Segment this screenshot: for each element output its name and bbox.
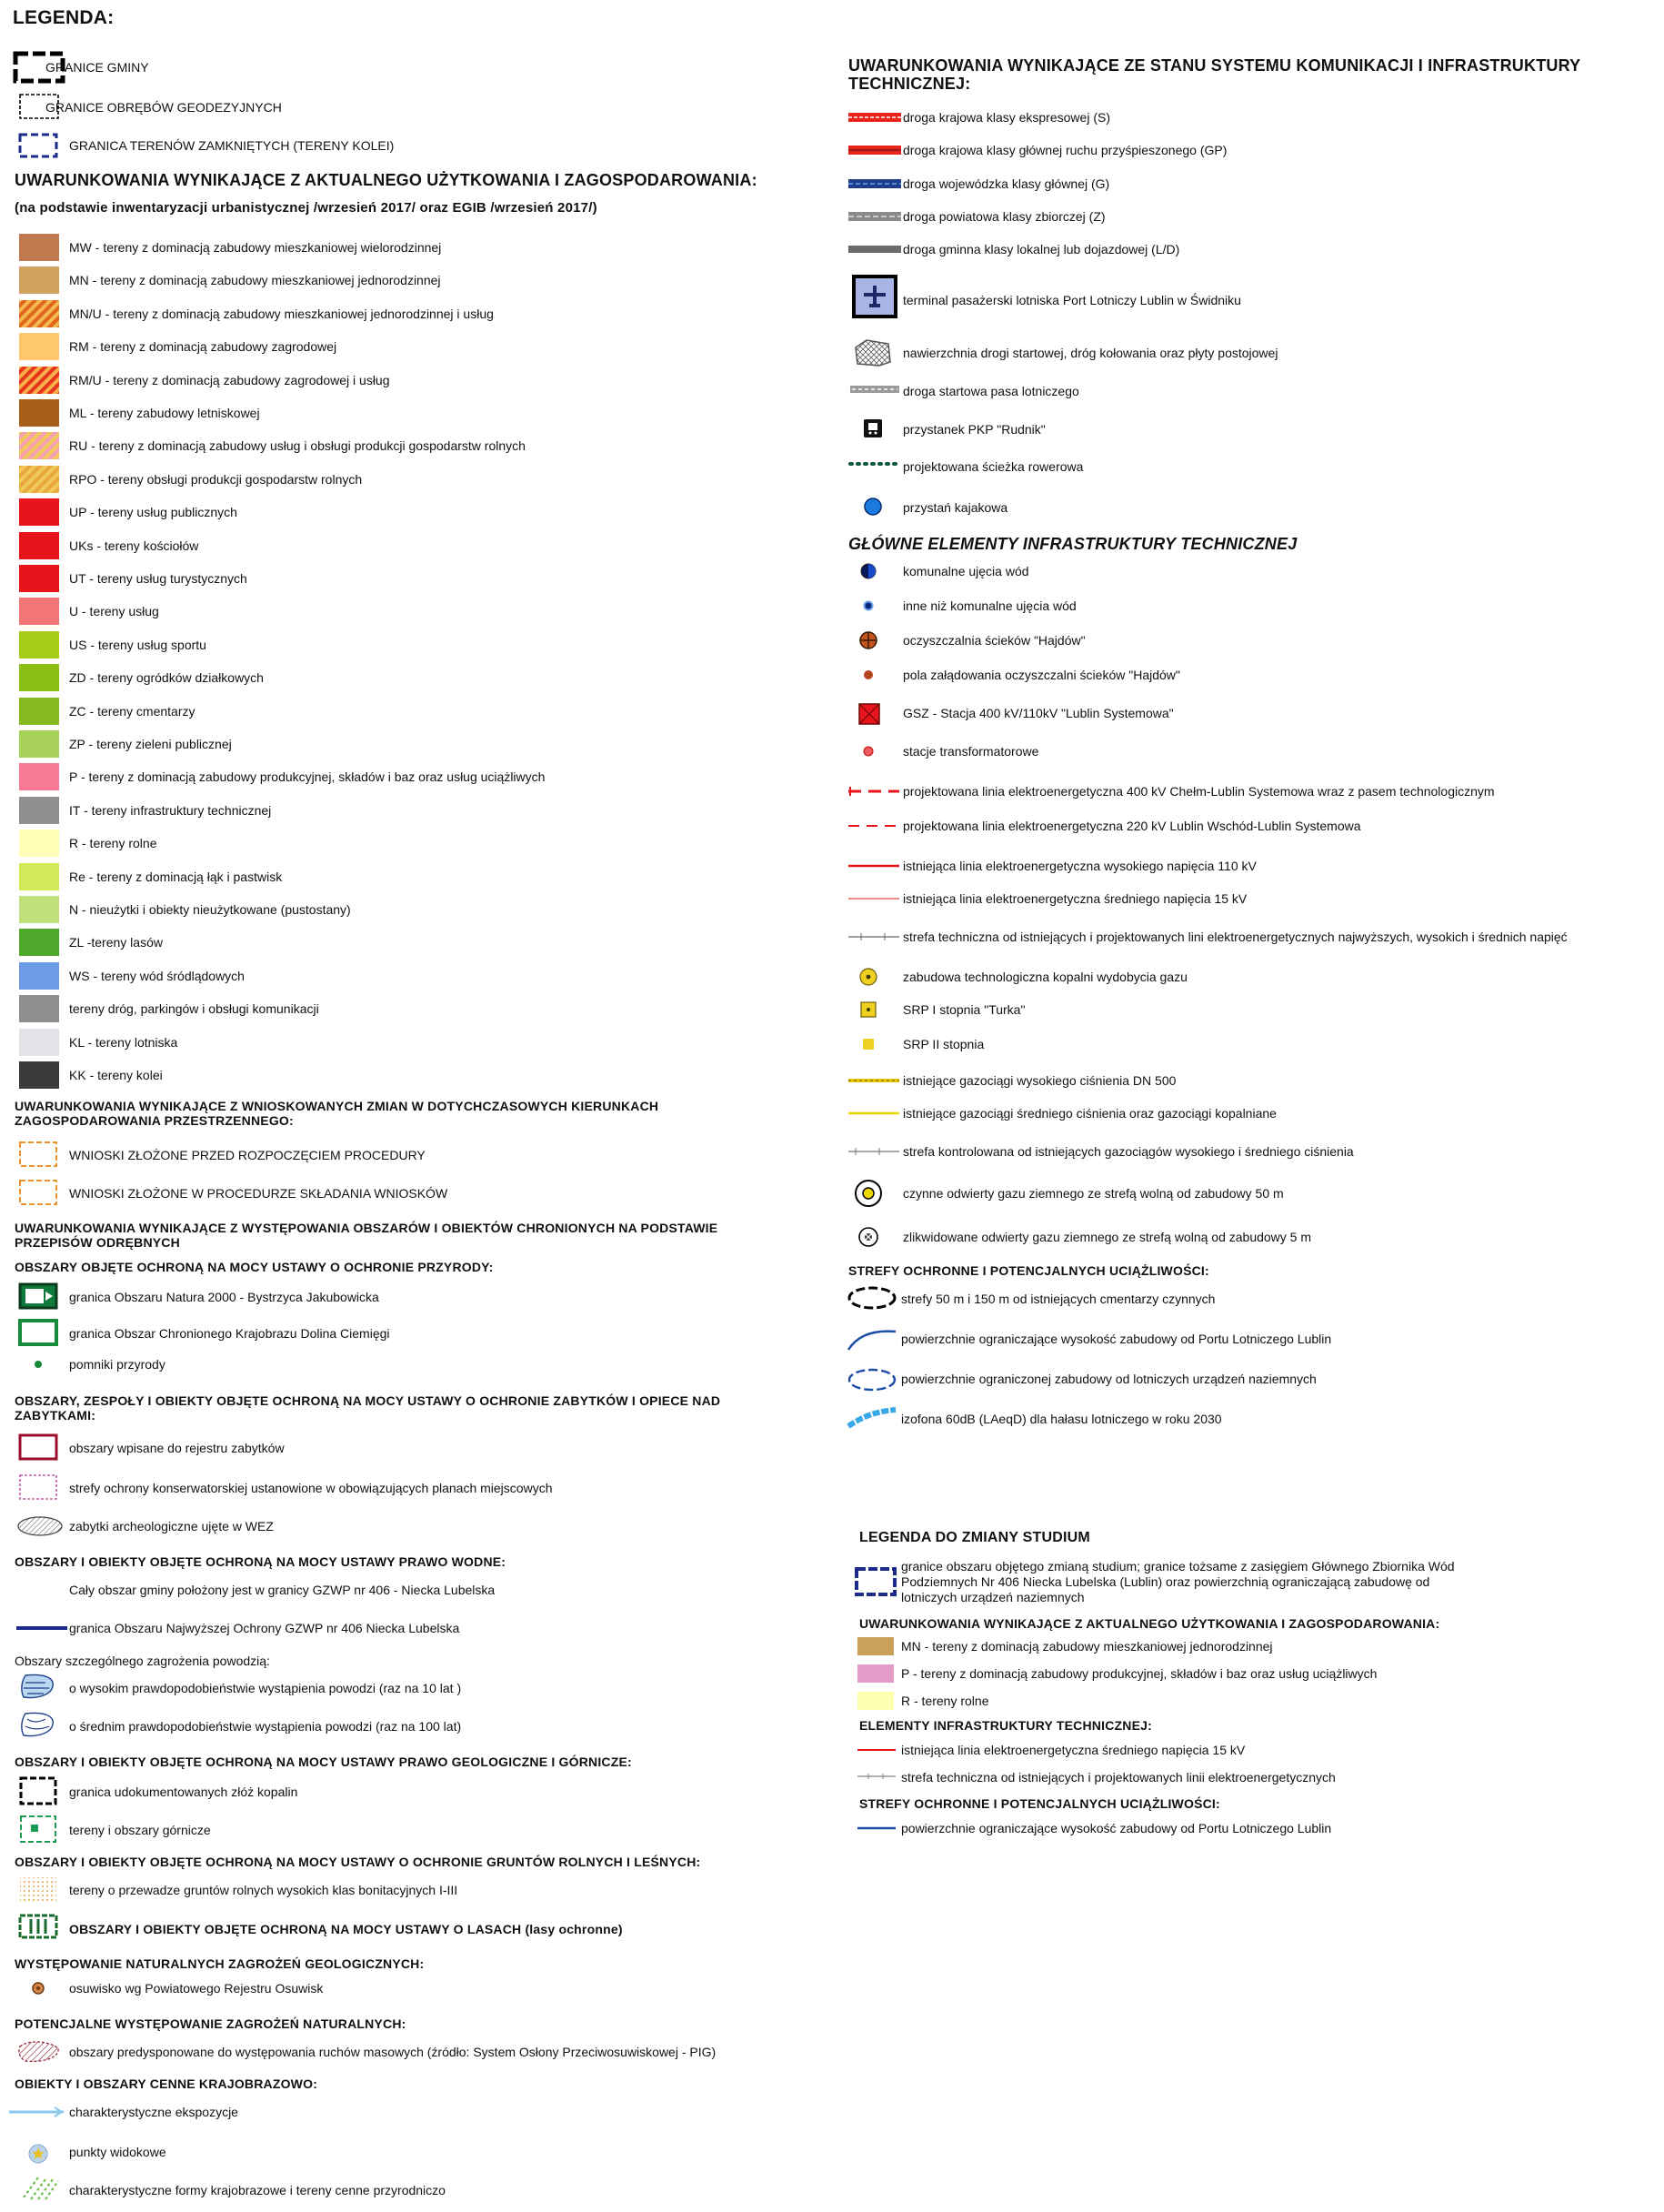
infrastructure-label: stacje transformatorowe bbox=[903, 744, 1039, 759]
land-use-label: ZL -tereny lasów bbox=[69, 935, 163, 950]
water-intake-icon bbox=[848, 562, 901, 582]
infrastructure-label: projektowana linia elektroenergetyczna 400 kV Chełm-Lublin Systemowa wraz z pasem technologicznym bbox=[903, 784, 1495, 799]
zone-label: powierzchnie ograniczające wysokość zabudowy od Portu Lotniczego Lublin bbox=[901, 1332, 1332, 1346]
protected-heading: UWARUNKOWANIA WYNIKAJĄCE Z WYSTĘPOWANIA OBSZARÓW I OBIEKTÓW CHRONIONYCH NA PODSTAWIE PRZEPISÓW ODRĘBNYCH bbox=[15, 1221, 718, 1250]
water-heading: OBSZARY I OBIEKTY OBJĘTE OCHRONĄ NA MOCY USTAWY PRAWO WODNE: bbox=[15, 1554, 506, 1569]
land-use-label: MN/U - tereny z dominacją zabudowy mieszkaniowej jednorodzinnej i usług bbox=[69, 306, 494, 321]
infrastructure-label: pola załądowania oczyszczalni ścieków "Hajdów" bbox=[903, 668, 1180, 682]
mining-area-icon bbox=[18, 1814, 58, 1845]
land-use-label: ZP - tereny zieleni publicznej bbox=[69, 737, 232, 751]
change-use-swatch bbox=[857, 1637, 894, 1655]
land-use-label: RPO - tereny obsługi produkcji gospodarstw rolnych bbox=[69, 471, 363, 487]
archaeological-site-icon bbox=[16, 1515, 64, 1537]
transport-label: droga powiatowa klasy zbiorczej (Z) bbox=[903, 209, 1106, 224]
infrastructure-label: komunalne ujęcia wód bbox=[903, 564, 1029, 578]
land-use-swatch bbox=[18, 729, 60, 759]
flood-label: o średnim prawdopodobieństwie wystąpienia powodzi (raz na 100 lat) bbox=[69, 1719, 462, 1734]
expressway-line-icon bbox=[848, 113, 901, 122]
change-use-label: P - tereny z dominacją zabudowy produkcyjnej, składów i baz oraz usług uciążliwych bbox=[901, 1666, 1378, 1681]
runway-surface-icon bbox=[852, 338, 892, 367]
requests-heading: UWARUNKOWANIA WYNIKAJĄCE Z WNIOSKOWANYCH ZMIAN W DOTYCHCZASOWYCH KIERUNKACH ZAGOSPODAROWANIA PRZESTRZENNEGO: bbox=[15, 1099, 659, 1128]
transport-heading: UWARUNKOWANIA WYNIKAJĄCE ZE STANU SYSTEMU KOMUNIKACJI I INFRASTRUKTURY TECHNICZNEJ: bbox=[848, 56, 1581, 93]
flood-label: o wysokim prawdopodobieństwie wystąpienia powodzi (raz na 10 lat ) bbox=[69, 1681, 462, 1695]
soil-label: tereny o przewadze gruntów rolnych wysokich klas bonitacyjnych I-III bbox=[69, 1883, 458, 1897]
land-use-swatch bbox=[18, 531, 60, 560]
land-use-label: RM - tereny z dominacją zabudowy zagrodowej bbox=[69, 339, 337, 355]
monument-label: obszary wpisane do rejestru zabytków bbox=[69, 1441, 285, 1455]
limited-building-icon bbox=[847, 1366, 897, 1393]
geology-label: tereny i obszary górnicze bbox=[69, 1823, 211, 1837]
infrastructure-heading: GŁÓWNE ELEMENTY INFRASTRUKTURY TECHNICZNEJ bbox=[848, 535, 1298, 553]
power-line-15kv-icon bbox=[848, 890, 901, 910]
monument-label: strefy ochrony konserwatorskiej ustanowione w obowiązujących planach miejscowych bbox=[69, 1481, 553, 1495]
deposit-boundary-icon bbox=[18, 1775, 58, 1806]
transport-label: droga wojewódzka klasy głównej (G) bbox=[903, 176, 1110, 191]
change-zones-heading: STREFY OCHRONNE I POTENCJALNYCH UCIĄŻLIWOŚCI: bbox=[859, 1796, 1220, 1811]
bicycle-path-icon bbox=[848, 460, 901, 468]
land-use-subheading: (na podstawie inwentaryzacji urbanistycznej /wrzesień 2017/ oraz EGIB /wrzesień 2017/) bbox=[15, 200, 597, 216]
natura-2000-icon bbox=[18, 1282, 58, 1310]
land-use-swatch bbox=[18, 398, 60, 427]
infrastructure-label: SRP II stopnia bbox=[903, 1037, 985, 1051]
transport-label: przystań kajakowa bbox=[903, 500, 1008, 515]
infrastructure-label: strefa techniczna od istniejących i projektowanych lini elektroenergetycznych najwyższych, wysokich i średnich napięć bbox=[903, 930, 1568, 944]
land-use-swatch bbox=[18, 762, 60, 791]
land-use-label: Re - tereny z dominacją łąk i pastwisk bbox=[69, 869, 283, 884]
nature-label: granica Obszaru Natura 2000 - Bystrzyca Jakubowicka bbox=[69, 1290, 379, 1304]
airport-terminal-icon bbox=[852, 275, 897, 318]
transport-label: terminal pasażerski lotniska Port Lotniczy Lublin w Świdniku bbox=[903, 293, 1241, 307]
closed-area-boundary-icon bbox=[18, 133, 58, 158]
land-use-label: WS - tereny wód śródlądowych bbox=[69, 968, 245, 983]
planned-400kv-line-icon bbox=[848, 782, 901, 802]
landscape-heading: OBIEKTY I OBSZARY CENNE KRAJOBRAZOWO: bbox=[15, 2076, 318, 2091]
land-use-swatch bbox=[18, 233, 60, 262]
infrastructure-label: istniejąca linia elektroenergetyczna średniego napięcia 15 kV bbox=[903, 891, 1248, 906]
transport-label: droga krajowa klasy głównej ruchu przyśpieszonego (GP) bbox=[903, 143, 1228, 157]
infrastructure-label: istniejące gazociągi wysokiego ciśnienia DN 500 bbox=[903, 1073, 1177, 1088]
landslide-icon bbox=[31, 1981, 45, 1996]
land-use-label: IT - tereny infrastruktury technicznej bbox=[69, 802, 272, 818]
land-use-swatch bbox=[18, 862, 60, 891]
land-use-label: U - tereny usług bbox=[69, 604, 159, 619]
infrastructure-label: GSZ - Stacja 400 kV/110kV "Lublin Systemowa" bbox=[903, 706, 1174, 720]
transport-label: droga gminna klasy lokalnej lub dojazdowej (L/D) bbox=[903, 242, 1180, 256]
land-use-heading: UWARUNKOWANIA WYNIKAJĄCE Z AKTUALNEGO UŻYTKOWANIA I ZAGOSPODAROWANIA: bbox=[15, 171, 757, 189]
gas-pipeline-medium-icon bbox=[848, 1104, 901, 1124]
municipal-road-line-icon bbox=[848, 246, 901, 253]
change-area-label: granice obszaru objętego zmianą studium; granice tożsame z zasięgiem Głównego Zbiornika Wód bbox=[901, 1559, 1455, 1574]
land-use-swatch bbox=[18, 994, 60, 1023]
soil-heading: OBSZARY I OBIEKTY OBJĘTE OCHRONĄ NA MOCY USTAWY O OCHRONIE GRUNTÓW ROLNYCH I LEŚNYCH: bbox=[15, 1855, 701, 1869]
land-use-swatch bbox=[18, 498, 60, 527]
planned-220kv-line-icon bbox=[848, 817, 901, 837]
land-use-swatch bbox=[18, 961, 60, 990]
gas-pipeline-dn500-icon bbox=[848, 1071, 901, 1091]
change-area-label: Podziemnych Nr 406 Niecka Lubelska (Lublin) oraz powierzchnią ograniczającą zabudowę od bbox=[901, 1574, 1430, 1589]
transport-label: przystanek PKP "Rudnik" bbox=[903, 422, 1046, 437]
land-use-swatch bbox=[18, 465, 60, 494]
infrastructure-label: oczyszczalnia ścieków "Hajdów" bbox=[903, 633, 1086, 648]
land-use-swatch bbox=[18, 299, 60, 328]
land-use-swatch bbox=[18, 829, 60, 858]
request-before-procedure-icon bbox=[18, 1141, 58, 1168]
water-label: granica Obszaru Najwyższej Ochrony GZWP nr 406 Niecka Lubelska bbox=[69, 1621, 460, 1635]
monument-label: zabytki archeologiczne ujęte w WEZ bbox=[69, 1519, 274, 1533]
power-line-110kv-icon bbox=[848, 857, 901, 877]
change-use-heading: UWARUNKOWANIA WYNIKAJĄCE Z AKTUALNEGO UŻYTKOWANIA I ZAGOSPODAROWANIA: bbox=[859, 1616, 1440, 1631]
monuments-heading: OBSZARY, ZESPOŁY I OBIEKTY OBJĘTE OCHRONĄ NA MOCY USTAWY O OCHRONIE ZABYTKÓW I OPIECE NAD ZABYTKAMI: bbox=[15, 1393, 721, 1423]
change-use-label: MN - tereny z dominacją zabudowy mieszkaniowej jednorodzinnej bbox=[901, 1639, 1273, 1654]
power-zone-line-icon bbox=[848, 928, 901, 948]
transport-label: projektowana ścieżka rowerowa bbox=[903, 459, 1084, 474]
change-infra-label: istniejąca linia elektroenergetyczna średniego napięcia 15 kV bbox=[901, 1743, 1246, 1757]
transport-label: droga startowa pasa lotniczego bbox=[903, 384, 1079, 398]
land-use-swatch bbox=[18, 663, 60, 692]
infrastructure-label: istniejące gazociągi średniego ciśnienia oraz gazociągi kopalniane bbox=[903, 1106, 1277, 1121]
infrastructure-label: czynne odwierty gazu ziemnego ze strefą wolną od zabudowy 50 m bbox=[903, 1186, 1284, 1201]
land-use-label: US - tereny usług sportu bbox=[69, 637, 206, 652]
conservation-zone-icon bbox=[18, 1473, 58, 1501]
sewage-field-icon bbox=[848, 666, 901, 686]
gas-mine-icon bbox=[848, 968, 901, 988]
other-water-intake-icon bbox=[848, 597, 901, 617]
land-use-swatch bbox=[18, 1028, 60, 1057]
landscape-label: charakterystyczne ekspozycje bbox=[69, 2105, 238, 2119]
nature-heading: OBSZARY OBJĘTE OCHRONĄ NA MOCY USTAWY O OCHRONIE PRZYRODY: bbox=[15, 1260, 494, 1274]
land-use-swatch bbox=[18, 366, 60, 395]
forest-heading: OBSZARY I OBIEKTY OBJĘTE OCHRONĄ NA MOCY USTAWY O LASACH (lasy ochronne) bbox=[69, 1922, 623, 1936]
zone-label: strefy 50 m i 150 m od istniejących cmentarzy czynnych bbox=[901, 1292, 1216, 1306]
potential-hazard-label: obszary predysponowane do występowania ruchów masowych (źródło: System Osłony Przeciwosuwiskowej - PIG) bbox=[69, 2045, 717, 2059]
land-use-swatch bbox=[18, 1061, 60, 1090]
power-station-icon bbox=[848, 704, 901, 724]
change-use-label: R - tereny rolne bbox=[901, 1694, 989, 1708]
nature-label: granica Obszar Chronionego Krajobrazu Dolina Ciemięgi bbox=[69, 1326, 390, 1341]
land-use-label: N - nieużytki i obiekty nieużytkowane (pustostany) bbox=[69, 902, 351, 917]
land-use-label: UKs - tereny kościołów bbox=[69, 538, 199, 553]
boundary-label: GRANICE GMINY bbox=[45, 60, 149, 75]
gas-zone-line-icon bbox=[848, 1142, 901, 1162]
land-use-swatch bbox=[18, 928, 60, 957]
landscape-label: charakterystyczne formy krajobrazowe i tereny cenne przyrodniczo bbox=[69, 2183, 446, 2197]
protective-forest-icon bbox=[18, 1912, 58, 1939]
active-gas-well-icon bbox=[848, 1184, 901, 1204]
valuable-landform-icon bbox=[20, 2174, 60, 2201]
national-road-line-icon bbox=[848, 146, 901, 155]
flood-label: Obszary szczególnego zagrożenia powodzią: bbox=[15, 1654, 270, 1668]
land-use-swatch bbox=[18, 630, 60, 659]
geology-heading: OBSZARY I OBIEKTY OBJĘTE OCHRONĄ NA MOCY USTAWY PRAWO GEOLOGICZNE I GÓRNICZE: bbox=[15, 1755, 632, 1769]
closed-gas-well-icon bbox=[848, 1228, 901, 1248]
mass-movement-icon bbox=[16, 2037, 62, 2065]
land-use-label: UP - tereny usług publicznych bbox=[69, 505, 237, 520]
land-use-label: RU - tereny z dominacją zabudowy usług i obsługi produkcji gospodarstw rolnych bbox=[69, 438, 526, 454]
gas-station-2-icon bbox=[848, 1035, 901, 1055]
height-limit-icon bbox=[847, 1328, 897, 1352]
infrastructure-label: zabudowa technologiczna kopalni wydobycia gazu bbox=[903, 970, 1188, 984]
noise-isophone-icon bbox=[847, 1406, 897, 1430]
change-height-limit-icon bbox=[857, 1826, 896, 1830]
flood-medium-risk-icon bbox=[18, 1710, 58, 1741]
land-use-swatch bbox=[18, 697, 60, 726]
land-use-label: ZC - tereny cmentarzy bbox=[69, 703, 195, 719]
land-use-label: ML - tereny zabudowy letniskowej bbox=[69, 406, 260, 420]
change-use-swatch bbox=[857, 1664, 894, 1683]
hazard-label: osuwisko wg Powiatowego Rejestru Osuwisk bbox=[69, 1981, 324, 1996]
change-zone-label: powierzchnie ograniczające wysokość zabudowy od Portu Lotniczego Lublin bbox=[901, 1821, 1332, 1835]
gzwp-boundary-icon bbox=[16, 1624, 67, 1632]
infrastructure-label: zlikwidowane odwierty gazu ziemnego ze strefą wolną od zabudowy 5 m bbox=[903, 1230, 1312, 1244]
nature-label: pomniki przyrody bbox=[69, 1357, 165, 1372]
change-power-zone-icon bbox=[857, 1774, 896, 1779]
infrastructure-label: inne niż komunalne ujęcia wód bbox=[903, 598, 1077, 613]
transport-label: droga krajowa klasy ekspresowej (S) bbox=[903, 110, 1110, 125]
land-use-label: tereny dróg, parkingów i obsługi komunikacji bbox=[69, 1001, 319, 1017]
change-heading: LEGENDA DO ZMIANY STUDIUM bbox=[859, 1530, 1090, 1545]
change-use-swatch bbox=[857, 1692, 894, 1710]
land-use-label: UT - tereny usług turystycznych bbox=[69, 571, 247, 586]
land-use-label: MN - tereny z dominacją zabudowy mieszkaniowej jednorodzinnej bbox=[69, 273, 441, 288]
land-use-label: KL - tereny lotniska bbox=[69, 1034, 178, 1050]
characteristic-exposure-icon bbox=[9, 2106, 64, 2117]
transport-label: nawierzchnia drogi startowej, dróg kołowania oraz płyty postojowej bbox=[903, 346, 1278, 360]
land-use-swatch bbox=[18, 332, 60, 361]
infrastructure-label: SRP I stopnia "Turka" bbox=[903, 1002, 1026, 1017]
land-use-label: ZD - tereny ogródków działkowych bbox=[69, 670, 264, 686]
land-use-swatch bbox=[18, 431, 60, 460]
land-use-label: P - tereny z dominacją zabudowy produkcyjnej, składów i baz oraz usług uciążliwych bbox=[69, 769, 546, 785]
change-area-label: lotniczych urządzeń naziemnych bbox=[901, 1590, 1085, 1604]
viewpoint-icon bbox=[27, 2143, 49, 2165]
nature-monument-icon bbox=[33, 1359, 44, 1370]
gas-station-1-icon bbox=[848, 1000, 901, 1021]
change-15kv-line-icon bbox=[857, 1748, 896, 1752]
voivodeship-road-line-icon bbox=[848, 179, 901, 188]
change-infra-label: strefa techniczna od istniejących i projektowanych linii elektroenergetycznych bbox=[901, 1770, 1336, 1785]
county-road-line-icon bbox=[848, 212, 901, 221]
land-use-label: MW - tereny z dominacją zabudowy mieszkaniowej wielorodzinnej bbox=[69, 240, 442, 255]
land-use-label: KK - tereny kolei bbox=[69, 1068, 163, 1082]
geology-label: granica udokumentowanych złóż kopalin bbox=[69, 1785, 298, 1799]
registered-monument-area-icon bbox=[18, 1433, 58, 1461]
land-use-swatch bbox=[18, 796, 60, 825]
change-infra-heading: ELEMENTY INFRASTRUKTURY TECHNICZNEJ: bbox=[859, 1718, 1152, 1733]
land-use-swatch bbox=[18, 895, 60, 924]
zone-label: izofona 60dB (LAeqD) dla hałasu lotniczego w roku 2030 bbox=[901, 1412, 1222, 1426]
flood-high-risk-icon bbox=[18, 1672, 58, 1703]
train-stop-icon bbox=[863, 418, 883, 438]
zones-heading: STREFY OCHRONNE I POTENCJALNYCH UCIĄŻLIWOŚCI: bbox=[848, 1263, 1209, 1278]
request-during-procedure-icon bbox=[18, 1179, 58, 1206]
potential-hazards-heading: POTENCJALNE WYSTĘPOWANIE ZAGROŻEŃ NATURALNYCH: bbox=[15, 2016, 406, 2031]
boundary-label: GRANICE OBRĘBÓW GEODEZYJNYCH bbox=[45, 100, 282, 115]
infrastructure-label: projektowana linia elektroenergetyczna 220 kV Lublin Wschód-Lublin Systemowa bbox=[903, 819, 1361, 833]
high-class-soil-icon bbox=[18, 1875, 58, 1903]
request-label: WNIOSKI ZŁOŻONE W PROCEDURZE SKŁADANIA WNIOSKÓW bbox=[69, 1186, 448, 1201]
land-use-swatch bbox=[18, 564, 60, 593]
kayak-marina-icon bbox=[863, 497, 883, 517]
infrastructure-label: strefa kontrolowana od istniejących gazociągów wysokiego i średniego ciśnienia bbox=[903, 1144, 1354, 1159]
infrastructure-label: istniejąca linia elektroenergetyczna wysokiego napięcia 110 kV bbox=[903, 859, 1257, 873]
land-use-label: RM/U - tereny z dominacją zabudowy zagrodowej i usług bbox=[69, 372, 390, 387]
request-label: WNIOSKI ZŁOŻONE PRZED ROZPOCZĘCIEM PROCEDURY bbox=[69, 1148, 426, 1162]
transformer-icon bbox=[848, 742, 901, 762]
land-use-label: R - tereny rolne bbox=[69, 836, 157, 851]
boundary-label: GRANICA TERENÓW ZAMKNIĘTYCH (TERENY KOLEI) bbox=[69, 138, 395, 153]
legend-title: LEGENDA: bbox=[13, 7, 115, 28]
change-area-boundary-icon bbox=[854, 1566, 897, 1597]
land-use-swatch bbox=[18, 266, 60, 295]
water-label: Cały obszar gminy położony jest w granicy GZWP nr 406 - Niecka Lubelska bbox=[69, 1583, 496, 1597]
landscape-protection-icon bbox=[18, 1319, 58, 1346]
land-use-swatch bbox=[18, 597, 60, 626]
geo-hazards-heading: WYSTĘPOWANIE NATURALNYCH ZAGROŻEŃ GEOLOGICZNYCH: bbox=[15, 1956, 425, 1971]
landscape-label: punkty widokowe bbox=[69, 2145, 166, 2159]
zone-label: powierzchnie ograniczonej zabudowy od lotniczych urządzeń naziemnych bbox=[901, 1372, 1317, 1386]
cemetery-zone-icon bbox=[847, 1284, 897, 1312]
sewage-plant-icon bbox=[848, 631, 901, 651]
runway-line-icon bbox=[848, 384, 901, 395]
